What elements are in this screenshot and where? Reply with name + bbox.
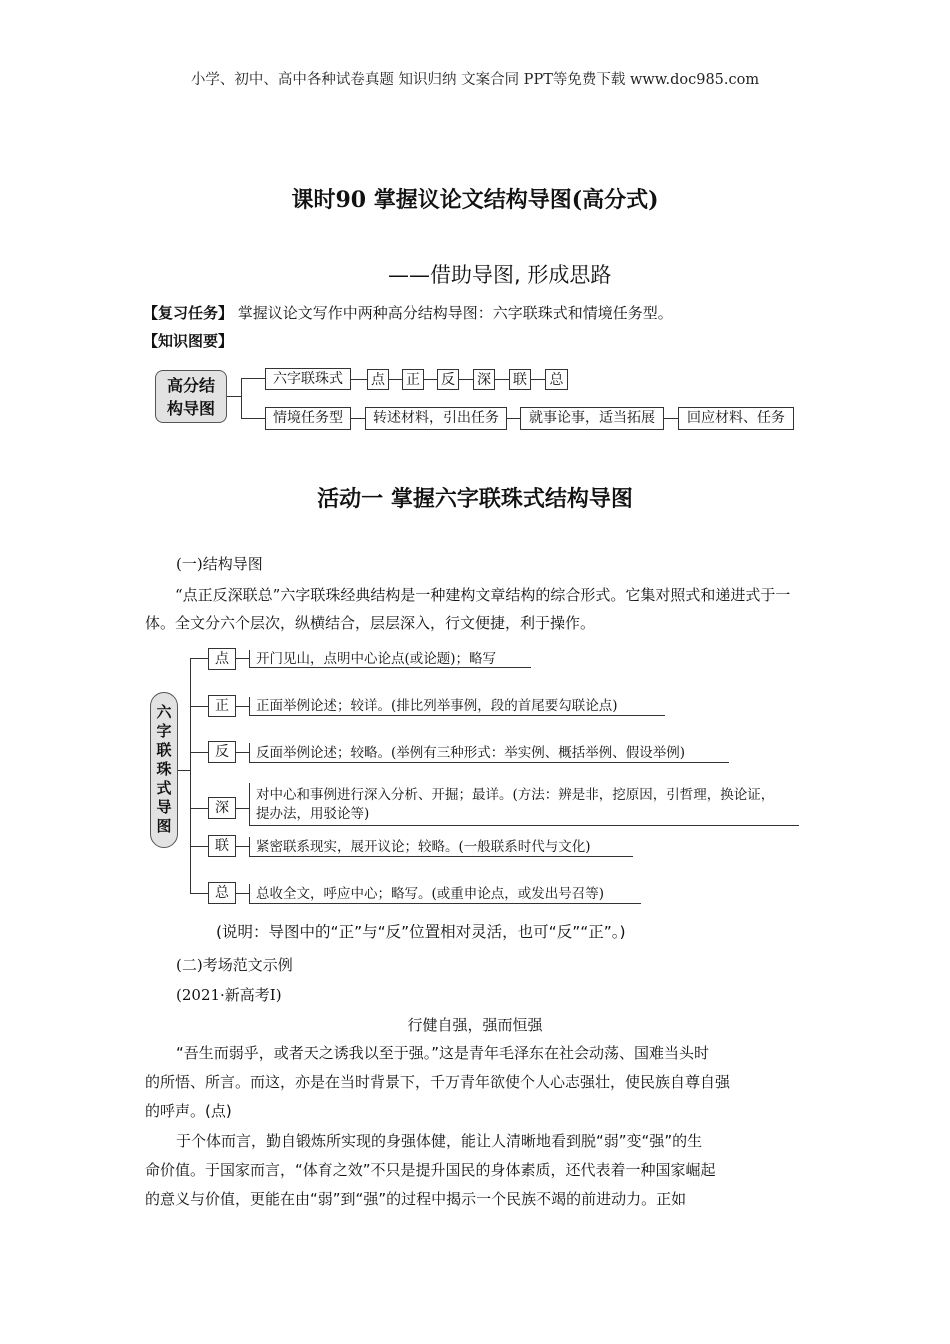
- tree-root-text: 六字联珠式导图: [156, 703, 172, 835]
- branch-six-chars: 六字联珠式: [265, 368, 351, 390]
- branch-situation: 情境任务型: [265, 407, 351, 430]
- knowledge-map-root-text: 高分结构导图: [166, 376, 215, 418]
- review-task: [143, 302, 673, 323]
- tree-text-zheng: 正面举例论述；较详。(排比列举事例，段的首尾要勾联论点): [256, 698, 618, 714]
- essay-p2-line2: 命价值。于国家而言，“体育之效”不只是提升国民的身体素质，还代表着一种国家崛起: [145, 1161, 716, 1179]
- situation-step-2: 就事论事，适当拓展: [520, 407, 664, 430]
- tree-node-dian: 点: [208, 648, 236, 670]
- page-subtitle: ——借助导图, 形成思路: [388, 263, 612, 287]
- step-zheng: 正: [402, 369, 424, 390]
- situation-step-3: 回应材料、任务: [678, 407, 794, 430]
- tree-text-shen: 对中心和事例进行深入分析、开掘；最详。(方法：辨是非，挖原因，引哲理，换论证，: [256, 787, 775, 803]
- tree-node-lian: 联: [208, 835, 236, 857]
- step-shen: 深: [473, 369, 495, 390]
- tree-text-zong: 总收全文，呼应中心；略写。(或重申论点，或发出号召等): [256, 886, 605, 902]
- intro-paragraph: “点正反深联总”六字联珠经典结构是一种建构文章结构的综合形式。它集对照式和递进式于一体。全文分六个层次，纵横结合，层层深入，行文便捷，利于操作。: [145, 586, 791, 632]
- essay-p1-line3: 的呼声。(点): [145, 1102, 232, 1120]
- knowledge-map-label: 【知识图要】: [143, 332, 234, 350]
- review-task-text: 掌握议论文写作中两种高分结构导图：六字联珠式和情境任务型。: [237, 304, 673, 322]
- step-fan: 反: [437, 369, 459, 390]
- tree-node-zong: 总: [208, 882, 236, 904]
- section-structure-heading: (一)结构导图: [176, 555, 263, 573]
- knowledge-map-root: [155, 370, 227, 423]
- situation-step-1: 转述材料，引出任务: [365, 407, 507, 430]
- tree-node-shen: 深: [208, 797, 236, 819]
- review-task-label: 【复习任务】: [143, 304, 234, 322]
- page-title: 课时90 掌握议论文结构导图(高分式): [291, 187, 659, 213]
- activity-title: 活动一 掌握六字联珠式结构导图: [317, 486, 633, 512]
- tree-note: (说明：导图中的“正”与“反”位置相对灵活，也可“反”“正”。): [216, 923, 626, 941]
- essay-p1-line1: “吾生而弱乎，或者天之诱我以至于强。”这是青年毛泽东在社会动荡、国难当头时: [176, 1044, 710, 1062]
- essay-title: 行健自强，强而恒强: [407, 1016, 543, 1034]
- essay-p1-line2: 的所悟、所言。而这，亦是在当时背景下，千万青年欲使个人心志强壮，使民族自尊自强: [145, 1073, 731, 1091]
- step-dian: 点: [367, 369, 389, 390]
- tree-text-dian: 开门见山，点明中心论点(或论题)；略写: [256, 651, 497, 667]
- tree-root: [150, 692, 178, 848]
- essay-p2-line1: 于个体而言，勤自锻炼所实现的身强体健，能让人清晰地看到脱“弱”变“强”的生: [176, 1132, 703, 1150]
- tree-text-fan: 反面举例论述；较略。(举例有三种形式：举实例、概括举例、假设举例): [256, 745, 686, 761]
- step-lian: 联: [509, 369, 531, 390]
- essay-p2-line3: 的意义与价值，更能在由“弱”到“强”的过程中揭示一个民族不竭的前进动力。正如: [145, 1190, 687, 1208]
- tree-node-fan: 反: [208, 741, 236, 763]
- step-zong: 总: [545, 369, 568, 390]
- tree-text-shen-2: 提办法，用驳论等): [256, 806, 370, 822]
- section-sample-heading: (二)考场范文示例: [176, 956, 293, 974]
- exam-source: (2021·新高考Ⅰ): [176, 986, 282, 1004]
- page-header: 小学、初中、高中各种试卷真题 知识归纳 文案合同 PPT等免费下载 www.doc985.com: [190, 72, 760, 88]
- tree-node-zheng: 正: [208, 695, 236, 717]
- tree-text-lian: 紧密联系现实，展开议论；较略。(一般联系时代与文化): [256, 839, 591, 855]
